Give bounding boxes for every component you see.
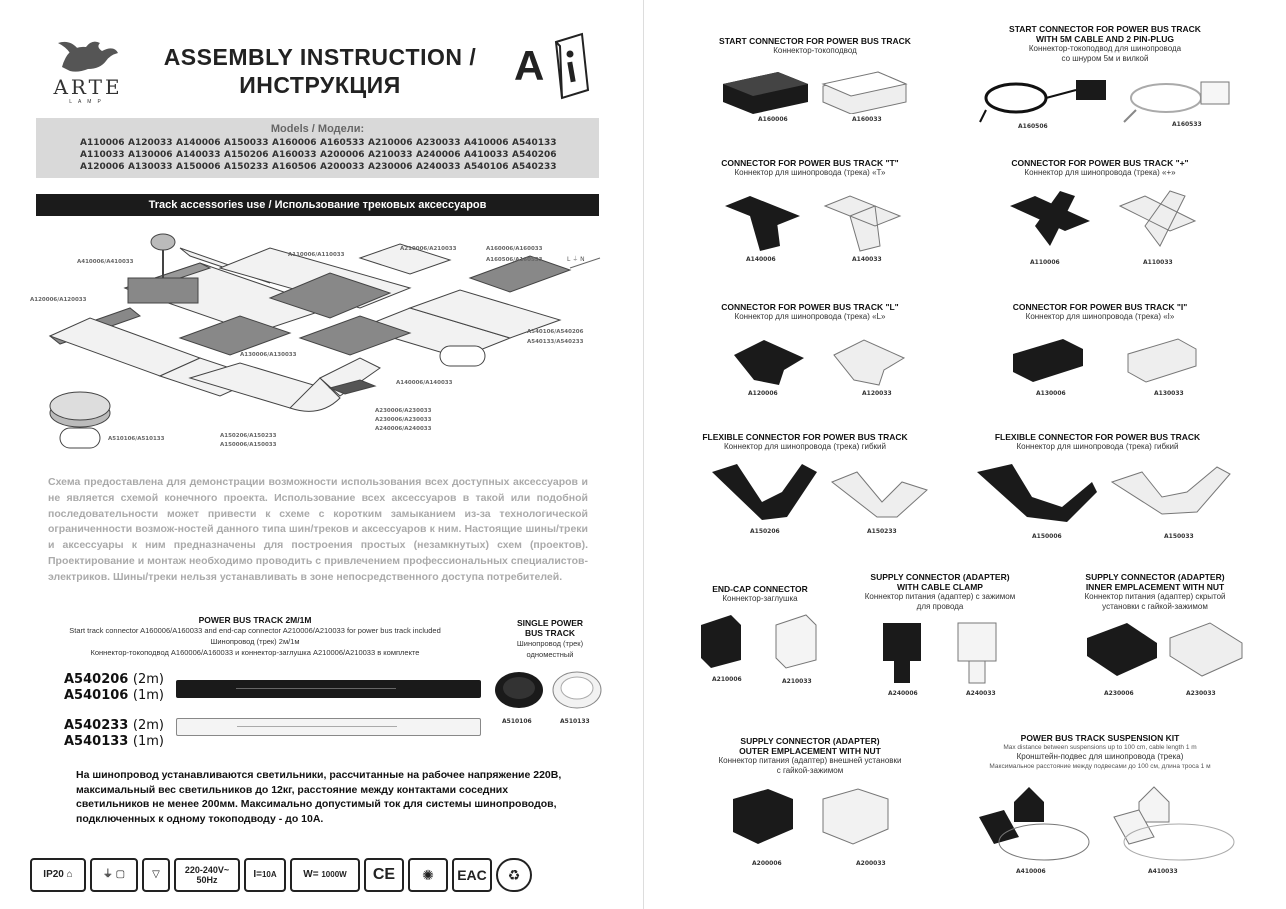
track-code-a540206 bbox=[64, 672, 164, 687]
info-book-icon bbox=[552, 32, 592, 102]
model-code: A230006 bbox=[368, 162, 413, 172]
section-title: CONNECTOR FOR POWER BUS TRACK "I" bbox=[1012, 302, 1188, 312]
length: (1m) bbox=[132, 734, 164, 749]
section-subtitle-2: со шнуром 5м и вилкой bbox=[1061, 54, 1149, 63]
code-a110033: A110033 bbox=[1143, 259, 1173, 266]
single-track-ru2: одноместный bbox=[526, 650, 574, 659]
code-a140006: A140006 bbox=[746, 256, 776, 263]
section-bar: Track accessories use / Использование трековых аксессуаров bbox=[36, 194, 599, 216]
track-sub-ru1: Шинопровод (трек) 2м/1м bbox=[210, 637, 300, 646]
model-code: A150233 bbox=[224, 162, 269, 172]
scheme-label: A510106/A510133 bbox=[108, 436, 165, 442]
model-code: A130033 bbox=[128, 162, 173, 172]
class-protection-icon: ⏚ ▢ bbox=[90, 858, 138, 892]
hz-label: 50Hz bbox=[196, 875, 218, 885]
i-connector-images bbox=[1008, 334, 1198, 389]
section-title: SUPPLY CONNECTOR (ADAPTER) bbox=[870, 572, 1010, 582]
code-a210006: A210006 bbox=[712, 676, 742, 683]
model-code: A540206 bbox=[512, 150, 557, 160]
supply-cable-clamp-section bbox=[840, 572, 1040, 612]
volt-label: 220-240V~ bbox=[184, 865, 230, 875]
scheme-label: A120006/A120033 bbox=[30, 297, 87, 303]
flex-connector-2-images bbox=[972, 462, 1234, 532]
model-code: A240033 bbox=[416, 162, 461, 172]
model-code: A410033 bbox=[464, 150, 509, 160]
i-connector-section bbox=[980, 302, 1220, 322]
recycle-icon: ♻ bbox=[496, 858, 532, 892]
start-connector-section bbox=[680, 36, 950, 56]
code-a160033: A160033 bbox=[852, 116, 882, 123]
current-icon bbox=[244, 858, 286, 892]
code-a120006: A120006 bbox=[748, 390, 778, 397]
model-code: A410006 bbox=[464, 138, 509, 148]
section-title: SUPPLY CONNECTOR (ADAPTER) bbox=[740, 736, 880, 746]
supply-inner-images bbox=[1082, 618, 1247, 683]
section-title-2: WITH CABLE CLAMP bbox=[897, 582, 983, 592]
power-bus-track-header bbox=[40, 615, 470, 658]
section-title: SUPPLY CONNECTOR (ADAPTER) bbox=[1085, 572, 1225, 582]
supply-inner-section bbox=[1055, 572, 1255, 612]
scheme-label: A140006/A140033 bbox=[396, 380, 453, 386]
section-title: CONNECTOR FOR POWER BUS TRACK "T" bbox=[721, 158, 899, 168]
code-a200006: A200006 bbox=[752, 860, 782, 867]
code-a120033: A120033 bbox=[862, 390, 892, 397]
code-a230006: A230006 bbox=[1104, 690, 1134, 697]
supply-cable-clamp-images bbox=[878, 618, 1008, 688]
code-a160533: A160533 bbox=[1172, 121, 1202, 128]
model-code: A230033 bbox=[416, 138, 461, 148]
models-box bbox=[36, 118, 599, 178]
end-cap-images bbox=[696, 610, 831, 675]
scheme-label: A150006/A150033 bbox=[220, 442, 277, 448]
code-a240033: A240033 bbox=[966, 690, 996, 697]
length: (1m) bbox=[132, 688, 164, 703]
length: (2m) bbox=[132, 718, 164, 733]
scheme-label: A160006/A160033 bbox=[486, 246, 543, 252]
scheme-label: A230006/A230033 bbox=[375, 417, 432, 423]
model-code: A140006 bbox=[176, 138, 221, 148]
track-code-a540133 bbox=[64, 734, 164, 749]
code-a110006: A110006 bbox=[1030, 259, 1060, 266]
code: A540133 bbox=[64, 734, 129, 749]
scheme-label: A540106/A540206 bbox=[527, 329, 584, 335]
ce-icon bbox=[364, 858, 404, 892]
badge-letter: A bbox=[514, 42, 545, 89]
scheme-label: A540133/A540233 bbox=[527, 339, 584, 345]
ip20-icon: IP20 ⌂ bbox=[30, 858, 86, 892]
led-icon: ✺ bbox=[408, 858, 448, 892]
scheme-label: A240006/A240033 bbox=[375, 426, 432, 432]
model-code: A540133 bbox=[512, 138, 557, 148]
watt-label: W= bbox=[303, 869, 319, 880]
start-connector-5m-images bbox=[976, 70, 1246, 130]
flex-connector-1-section bbox=[680, 432, 930, 452]
section-subtitle: Коннектор для шинопровода (трека) гибкий bbox=[1016, 442, 1179, 451]
models-title: Models / Модели: bbox=[270, 123, 365, 135]
suspension-kit-images bbox=[974, 782, 1244, 867]
model-code: A210033 bbox=[368, 150, 413, 160]
title-en: ASSEMBLY INSTRUCTION / bbox=[163, 44, 477, 70]
scheme-description: Схема предоставлена для демонстрации возможности использования всех доступных аксессуаров и не является схемой конечного проекта. Использование всех аксессуаров в такой или подобной последовательности может привести к схеме с коротким замыканием из-за технологической ограниченности возмож-ностей данного типа шин/треков и аксессуаров к ним. Настоящие шины/треки и аксессуары к ним предназначены для построения простых (незамкнутых) схем (проектов). Проектирование и монтаж необходимо проводить с привлечением профессиональных специалистов-электриков. Шины/треки нельзя устанавливать в зоне непосредственного доступа потребителей. bbox=[48, 476, 588, 583]
code-a240006: A240006 bbox=[888, 690, 918, 697]
scheme-label: A130006/A130033 bbox=[240, 352, 297, 358]
track-sub-en: Start track connector A160006/A160033 and end-cap connector A210006/A210033 for power bus track included bbox=[69, 626, 441, 635]
model-code: A160506 bbox=[272, 162, 317, 172]
model-code: A150206 bbox=[224, 150, 269, 160]
code: A540206 bbox=[64, 672, 129, 687]
black-track-image bbox=[176, 680, 481, 698]
section-subtitle-2: установки с гайкой-зажимом bbox=[1102, 602, 1208, 611]
single-track-images bbox=[492, 668, 607, 713]
white-track-image bbox=[176, 718, 481, 736]
scheme-label: A210006/A210033 bbox=[400, 246, 457, 252]
instruction-badge bbox=[514, 32, 594, 104]
amp-value: 10A bbox=[261, 870, 277, 879]
section-title: START CONNECTOR FOR POWER BUS TRACK bbox=[719, 36, 911, 46]
scheme-label: A230006/A230033 bbox=[375, 408, 432, 414]
code-a230033: A230033 bbox=[1186, 690, 1216, 697]
ip-label: IP20 bbox=[43, 869, 64, 880]
brand-name: ARTE bbox=[53, 75, 123, 99]
section-subtitle: Коннектор для шинопровода (трека) гибкий bbox=[724, 442, 886, 451]
code-a150206: A150206 bbox=[750, 528, 780, 535]
title-ru: ИНСТРУКЦИЯ bbox=[239, 72, 401, 98]
single-track-title1: SINGLE POWER bbox=[516, 618, 584, 628]
model-code: A210006 bbox=[368, 138, 413, 148]
scheme-label: L ⏚ N bbox=[567, 256, 585, 263]
section-title: FLEXIBLE CONNECTOR FOR POWER BUS TRACK bbox=[994, 432, 1201, 442]
length: (2m) bbox=[132, 672, 164, 687]
section-subtitle: Коннектор-токоподвод bbox=[773, 46, 857, 55]
section-title-2: INNER EMPLACEMENT WITH NUT bbox=[1085, 582, 1225, 592]
code-a150006: A150006 bbox=[1032, 533, 1062, 540]
model-code: A120033 bbox=[128, 138, 173, 148]
section-title: CONNECTOR FOR POWER BUS TRACK "L" bbox=[721, 302, 899, 312]
model-code: A120006 bbox=[80, 162, 125, 172]
model-code: A540106 bbox=[464, 162, 509, 172]
section-title: POWER BUS TRACK SUSPENSION KIT bbox=[1020, 733, 1180, 743]
section-title: CONNECTOR FOR POWER BUS TRACK "+" bbox=[1011, 158, 1189, 168]
section-note-ru: Максимальное расстояние между подвесами до 100 см, длина троса 1 м bbox=[989, 763, 1211, 770]
section-title-2: OUTER EMPLACEMENT WITH NUT bbox=[739, 746, 881, 756]
section-subtitle: Коннектор-токоподвод для шинопровода bbox=[1028, 44, 1182, 53]
section-subtitle: Коннектор для шинопровода (трека) «Т» bbox=[734, 168, 886, 177]
griffin-icon bbox=[48, 35, 128, 77]
eac-label: EAC bbox=[457, 867, 487, 883]
code-a200033: A200033 bbox=[856, 860, 886, 867]
voltage-icon bbox=[174, 858, 240, 892]
code-a210033: A210033 bbox=[782, 678, 812, 685]
section-subtitle: Коннектор для шинопровода (трека) «+» bbox=[1024, 168, 1176, 177]
section-subtitle-2: для провода bbox=[916, 602, 964, 611]
model-code: A150006 bbox=[176, 162, 221, 172]
scheme-label: A410006/A410033 bbox=[77, 259, 134, 265]
section-subtitle: Коннектор питания (адаптер) скрытой bbox=[1084, 592, 1226, 601]
watt-value: 1000W bbox=[321, 870, 347, 879]
track-code-a540106 bbox=[64, 688, 164, 703]
installation-note: На шинопровод устанавливаются светильники, рассчитанные на рабочее напряжение 220В, максимальный вес светильников до 12кг, расстояние между контактами соседних светильников не менее 200мм. Максимально допустимый ток для системы шинопроводов, подключенных к одному токоподводу - до 10А. bbox=[76, 769, 562, 825]
power-icon bbox=[290, 858, 360, 892]
section-subtitle: Коннектор для шинопровода (трека) «L» bbox=[734, 312, 886, 321]
start-connector-images bbox=[718, 64, 908, 114]
l-connector-section bbox=[690, 302, 930, 322]
scheme-label: A150206/A150233 bbox=[220, 433, 277, 439]
scheme-label: A110006/A110033 bbox=[288, 252, 345, 258]
l-connector-images bbox=[724, 330, 909, 390]
section-title-2: WITH 5M CABLE AND 2 PIN-PLUG bbox=[1035, 34, 1175, 44]
t-connector-images bbox=[720, 186, 910, 256]
flex-connector-1-images bbox=[702, 462, 932, 522]
models-grid bbox=[80, 137, 560, 173]
section-subtitle: Коннектор для шинопровода (трека) «I» bbox=[1025, 312, 1175, 321]
arte-lamp-logo bbox=[48, 35, 128, 105]
code-a150233: A150233 bbox=[867, 528, 897, 535]
ce-label: CE bbox=[372, 866, 396, 883]
model-code: A540233 bbox=[512, 162, 557, 172]
amp-label: I= bbox=[253, 869, 262, 880]
section-subtitle: Коннектор питания (адаптер) внешней установки bbox=[718, 756, 902, 765]
section-subtitle-2: с гайкой-зажимом bbox=[776, 766, 844, 775]
model-code: A160033 bbox=[272, 150, 317, 160]
model-code: A140033 bbox=[176, 150, 221, 160]
model-code: A240006 bbox=[416, 150, 461, 160]
model-code: A150033 bbox=[224, 138, 269, 148]
code: A540233 bbox=[64, 718, 129, 733]
track-code-a540233 bbox=[64, 718, 164, 733]
track-scheme-diagram bbox=[30, 228, 610, 458]
single-track-title2: BUS TRACK bbox=[524, 628, 576, 638]
flex-connector-2-section bbox=[970, 432, 1225, 452]
code-a160006: A160006 bbox=[758, 116, 788, 123]
model-code: A110006 bbox=[80, 138, 125, 148]
scheme-label: A160506/A160533 bbox=[486, 257, 543, 263]
model-code: A130006 bbox=[128, 150, 173, 160]
model-code: A200033 bbox=[320, 162, 365, 172]
track-title: POWER BUS TRACK 2M/1M bbox=[198, 615, 312, 625]
model-code: A110033 bbox=[80, 150, 125, 160]
section-title: FLEXIBLE CONNECTOR FOR POWER BUS TRACK bbox=[702, 432, 908, 442]
code-a130006: A130006 bbox=[1036, 390, 1066, 397]
plus-connector-images bbox=[1000, 186, 1200, 256]
code-a510133: A510133 bbox=[560, 718, 590, 725]
section-subtitle: Коннектор-заглушка bbox=[722, 594, 798, 603]
end-cap-section bbox=[690, 584, 830, 604]
section-subtitle: Кронштейн-подвес для шинопровода (трека) bbox=[1016, 752, 1184, 761]
code-a410033: A410033 bbox=[1148, 868, 1178, 875]
single-track-ru1: Шинопровод (трек) bbox=[516, 639, 584, 648]
model-code: A200006 bbox=[320, 150, 365, 160]
code: A540106 bbox=[64, 688, 129, 703]
model-code: A160533 bbox=[320, 138, 365, 148]
section-title: END-CAP CONNECTOR bbox=[712, 584, 808, 594]
t-connector-section bbox=[690, 158, 930, 178]
section-title: START CONNECTOR FOR POWER BUS TRACK bbox=[1009, 24, 1201, 34]
code-a130033: A130033 bbox=[1154, 390, 1184, 397]
code-a140033: A140033 bbox=[852, 256, 882, 263]
eac-icon bbox=[452, 858, 492, 892]
code-a160506: A160506 bbox=[1018, 123, 1048, 130]
code-a150033: A150033 bbox=[1164, 533, 1194, 540]
start-connector-5m-section bbox=[960, 24, 1250, 64]
page-divider bbox=[643, 0, 644, 909]
supply-outer-images bbox=[728, 784, 898, 854]
certification-icons bbox=[30, 858, 610, 894]
supply-outer-section bbox=[690, 736, 930, 776]
suspension-kit-section bbox=[955, 733, 1245, 771]
code-a510106: A510106 bbox=[502, 718, 532, 725]
section-subtitle: Коннектор питания (адаптер) с зажимом bbox=[864, 592, 1016, 601]
model-code: A160006 bbox=[272, 138, 317, 148]
f-mark-icon: ▽ bbox=[142, 858, 170, 892]
plus-connector-section bbox=[980, 158, 1220, 178]
single-track-header bbox=[495, 618, 605, 660]
track-sub-ru2: Коннектор-токоподвод A160006/A160033 и коннектор-заглушка A210006/A210033 в комплекте bbox=[90, 648, 420, 657]
section-note-en: Max distance between suspensions up to 100 cm, cable length 1 m bbox=[1003, 744, 1197, 751]
brand-sub: LAMP bbox=[69, 99, 107, 105]
code-a410006: A410006 bbox=[1016, 868, 1046, 875]
